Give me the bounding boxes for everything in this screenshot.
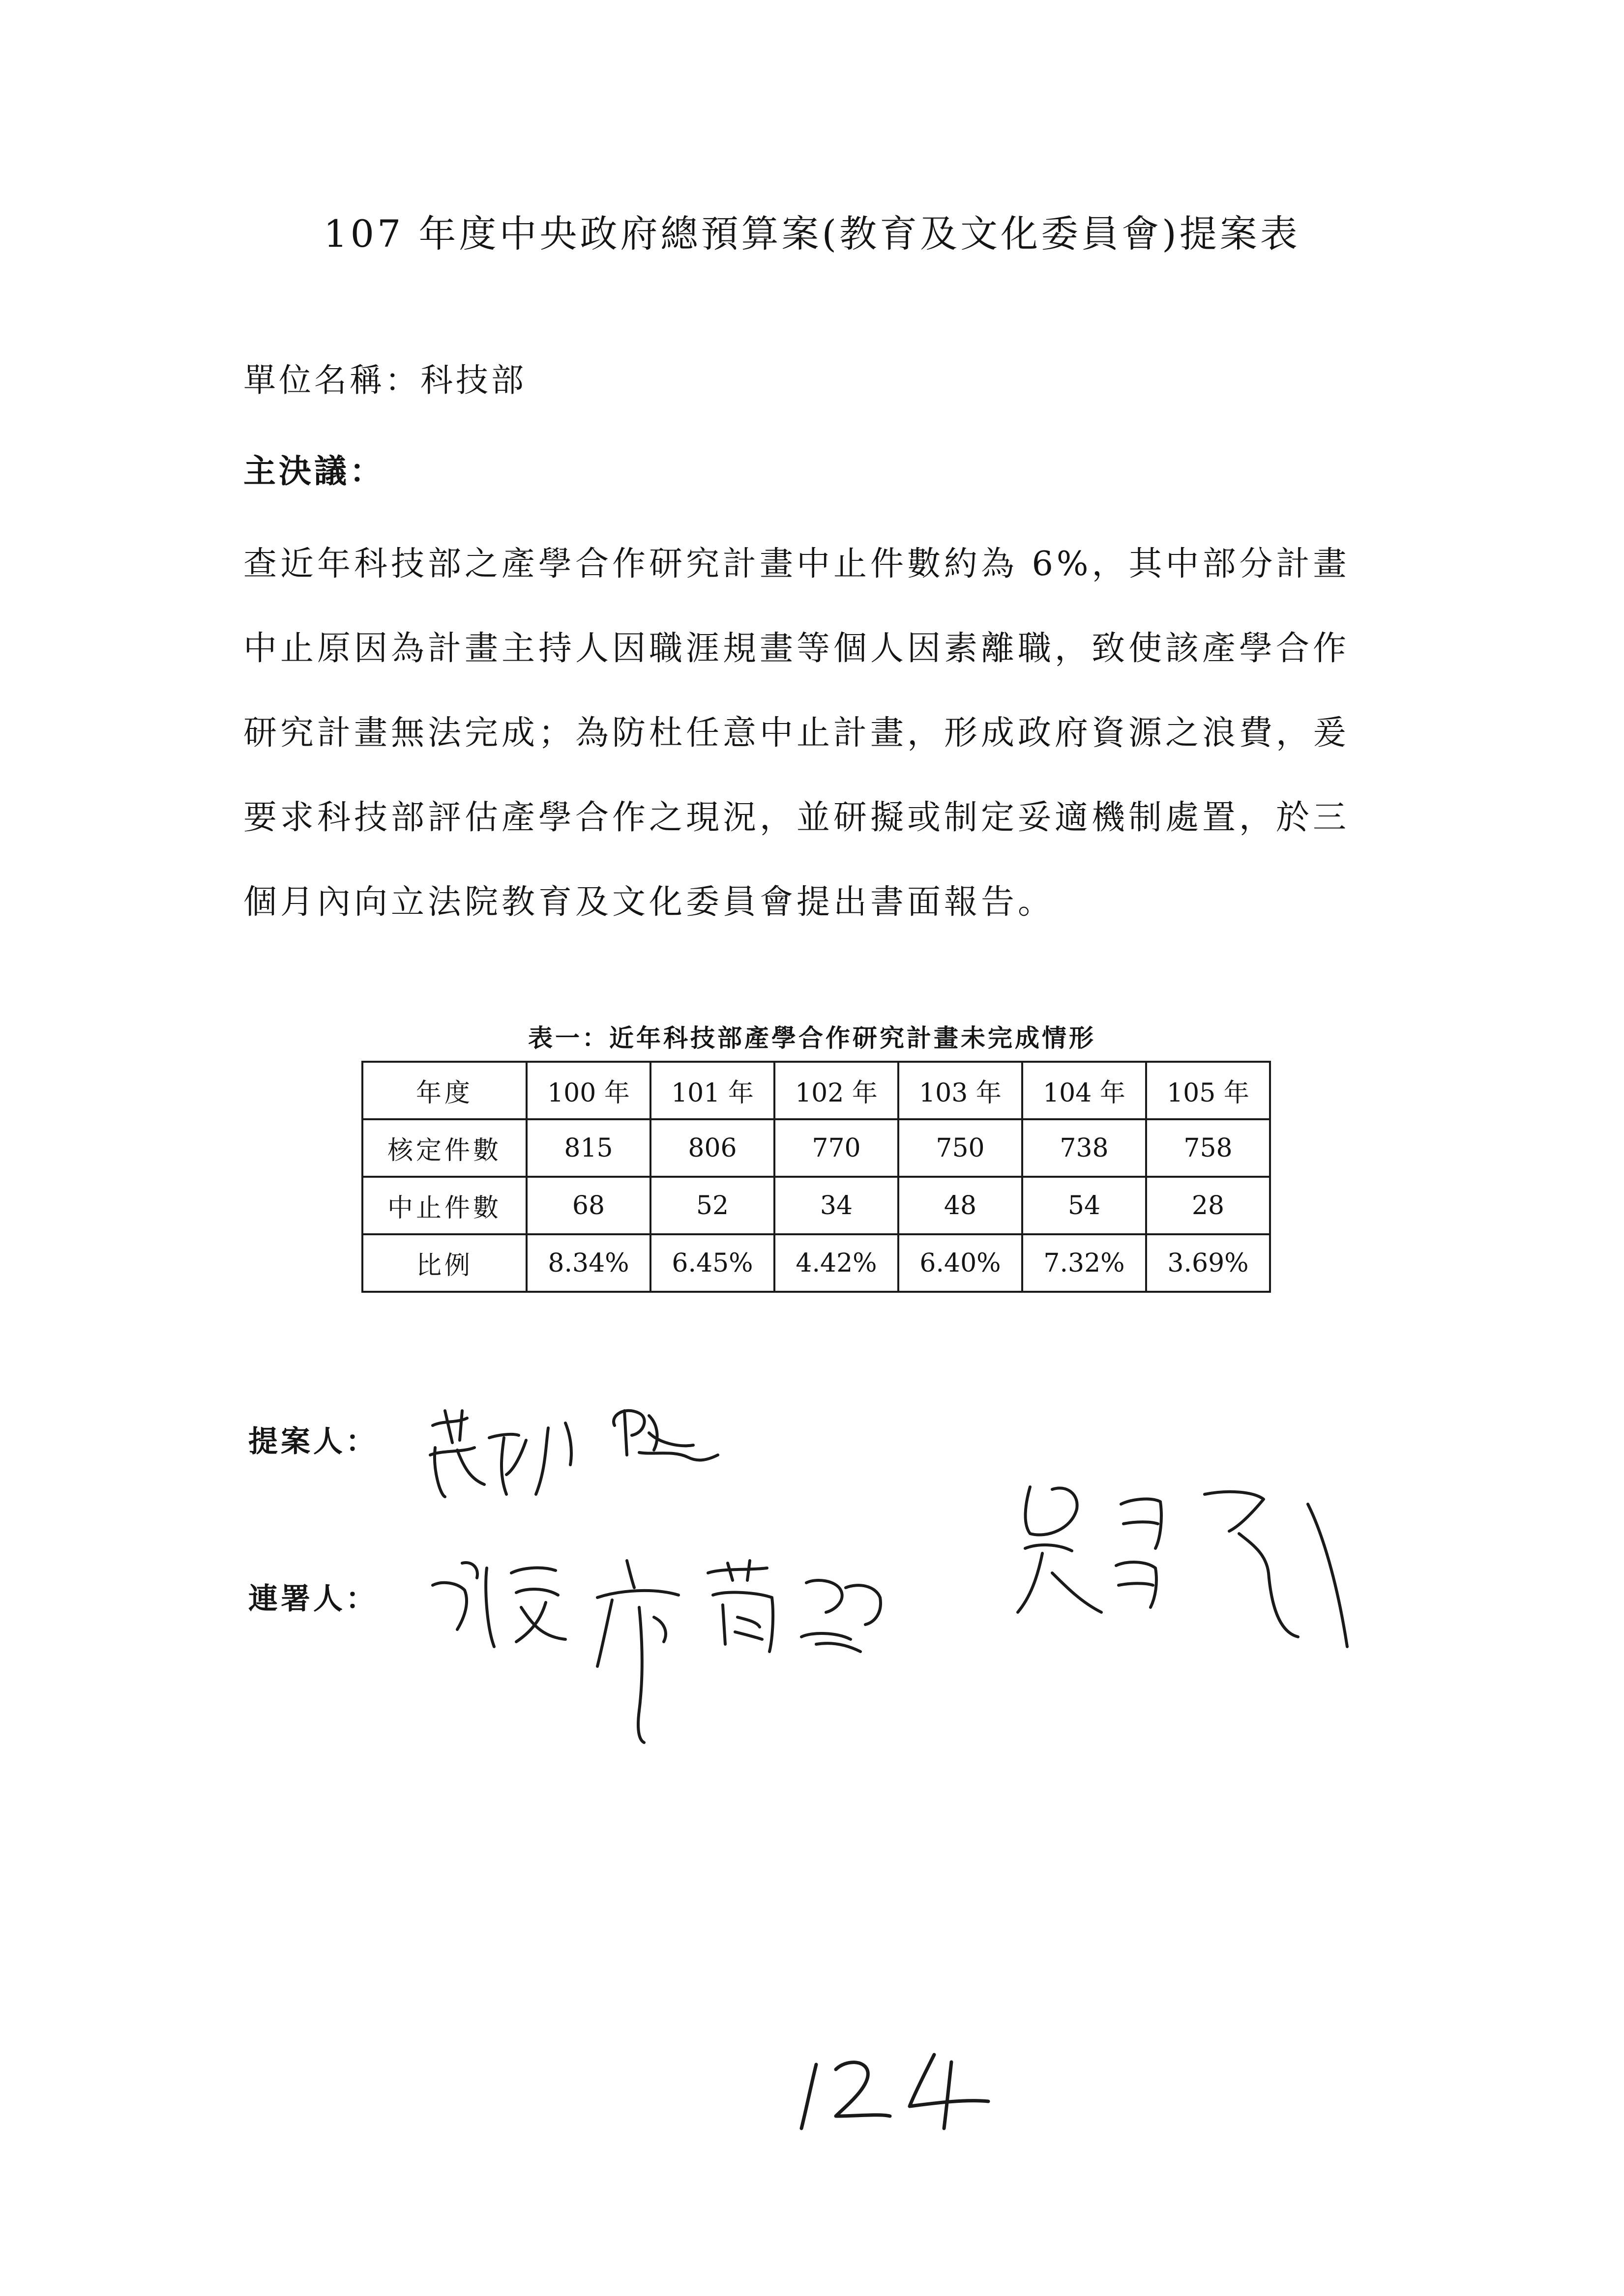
header-cell: 105 年 <box>1146 1062 1270 1119</box>
table-cell: 6.45% <box>650 1234 774 1292</box>
table-cell: 815 <box>527 1119 650 1177</box>
unit-name: 科技部 <box>420 361 527 399</box>
body-line: 中止原因為計畫主持人因職涯規畫等個人因素離職，致使該產學合作 <box>243 629 1350 668</box>
table-cell: 770 <box>774 1119 898 1177</box>
table-cell: 750 <box>898 1119 1022 1177</box>
body-line: 個月內向立法院教育及文化委員會提出書面報告。 <box>243 883 1055 922</box>
header-cell: 102 年 <box>774 1062 898 1119</box>
resolution-heading: 主決議： <box>243 452 385 490</box>
row-header-cell: 比例 <box>362 1234 527 1292</box>
cosigner-signature <box>433 1487 1347 1743</box>
table-cell: 7.32% <box>1022 1234 1146 1292</box>
table-cell: 28 <box>1146 1177 1270 1234</box>
table-cell: 8.34% <box>527 1234 650 1292</box>
header-cell: 103 年 <box>898 1062 1022 1119</box>
row-header-cell: 核定件數 <box>362 1119 527 1177</box>
table-cell: 6.40% <box>898 1234 1022 1292</box>
table-cell: 4.42% <box>774 1234 898 1292</box>
header-cell: 100 年 <box>527 1062 650 1119</box>
table-cell: 758 <box>1146 1119 1270 1177</box>
body-line: 查近年科技部之產學合作研究計畫中止件數約為 6%，其中部分計畫 <box>243 545 1350 583</box>
table-caption: 表一：近年科技部產學合作研究計畫未完成情形 <box>528 1023 1096 1052</box>
table-cell: 34 <box>774 1177 898 1234</box>
row-header-cell: 中止件數 <box>362 1177 527 1234</box>
page-number-handwriting <box>801 2055 988 2128</box>
body-line: 研究計畫無法完成；為防杜任意中止計畫，形成政府資源之浪費，爰 <box>243 714 1350 753</box>
unit-label: 單位名稱： <box>243 361 420 399</box>
table-cell: 68 <box>527 1177 650 1234</box>
cosigner-label: 連署人： <box>248 1582 378 1616</box>
table-cell: 54 <box>1022 1177 1146 1234</box>
body-line: 要求科技部評估產學合作之現況，並研擬或制定妥適機制處置，於三 <box>243 798 1350 837</box>
proposer-label: 提案人： <box>248 1424 378 1459</box>
table-cell: 52 <box>650 1177 774 1234</box>
table-cell: 806 <box>650 1119 774 1177</box>
header-cell: 年度 <box>362 1062 527 1119</box>
table-cell: 48 <box>898 1177 1022 1234</box>
document-title: 107 年度中央政府總預算案(教育及文化委員會)提案表 <box>324 212 1300 256</box>
table-cell: 3.69% <box>1146 1234 1270 1292</box>
header-cell: 104 年 <box>1022 1062 1146 1119</box>
header-cell: 101 年 <box>650 1062 774 1119</box>
proposer-signature <box>430 1411 718 1497</box>
table-cell: 738 <box>1022 1119 1146 1177</box>
